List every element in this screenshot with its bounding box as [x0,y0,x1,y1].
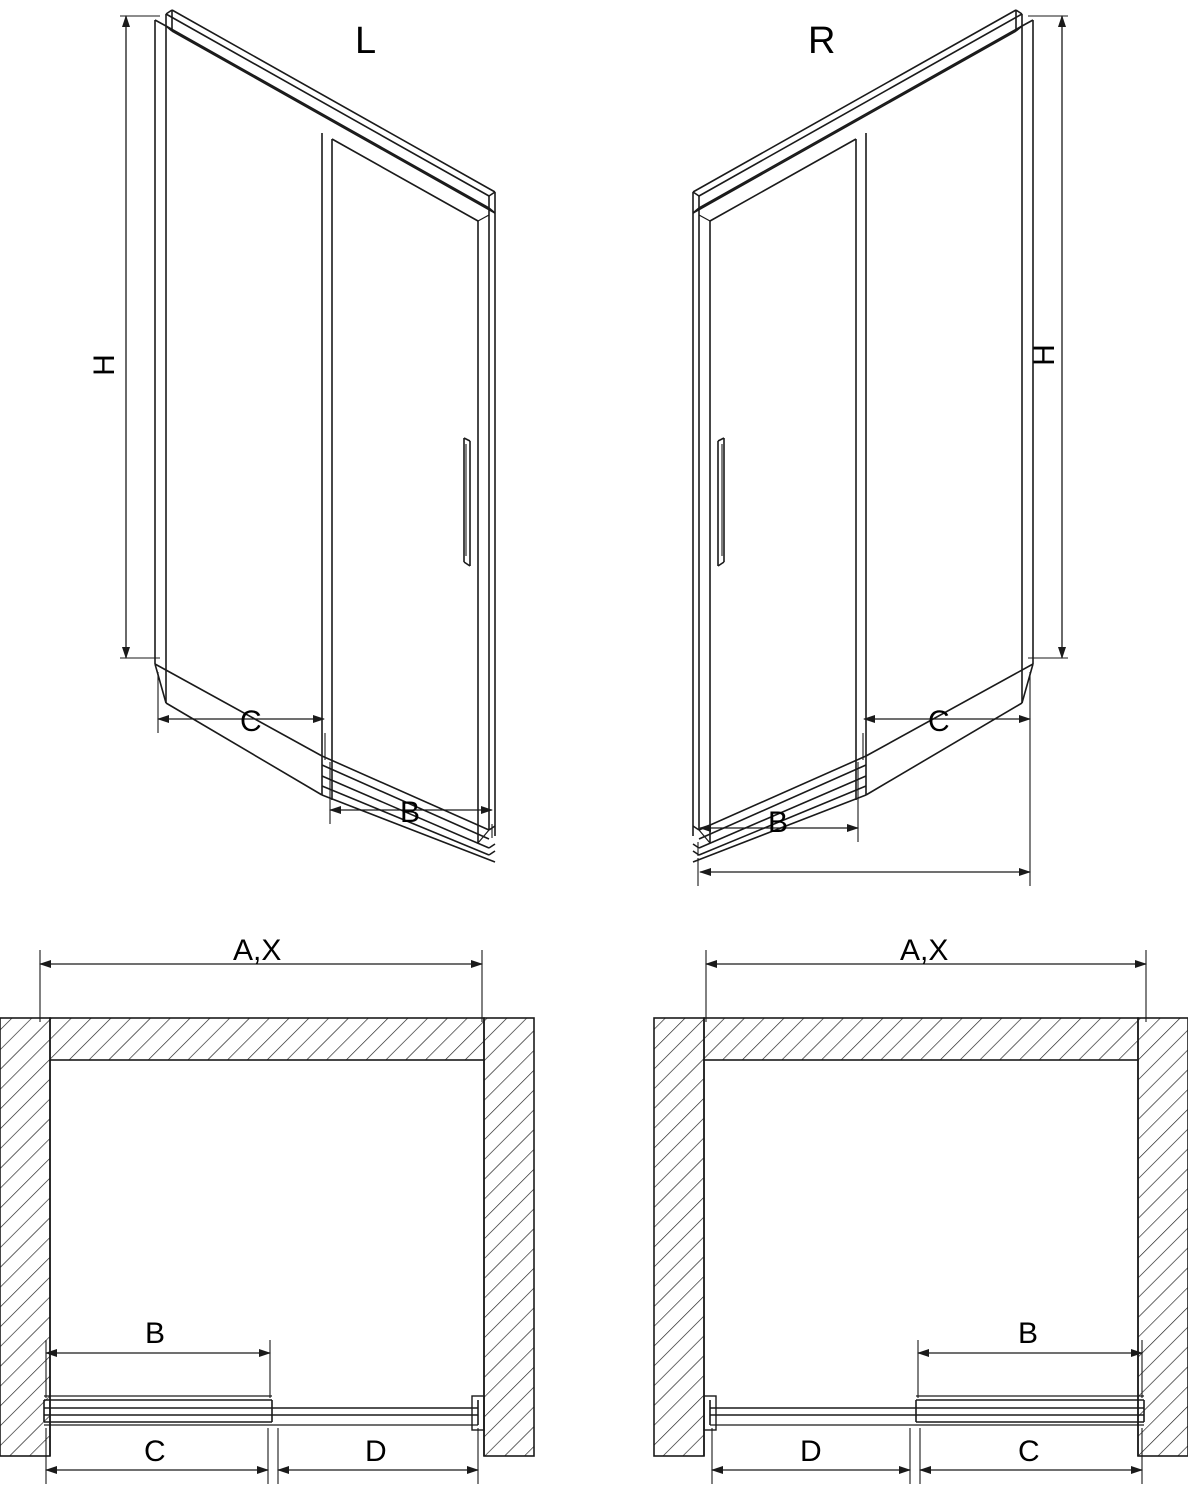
dim-ax-plan-left: A,X [233,934,282,967]
dim-d-plan-right: D [800,1435,822,1468]
variant-label-left: L [355,20,377,62]
dim-c-iso-right: C [928,705,950,738]
dim-b-iso-left: B [400,796,421,829]
dim-c-plan-right: C [1018,1435,1040,1468]
dim-b-plan-left: B [145,1317,166,1350]
dim-d-plan-left: D [365,1435,387,1468]
dim-b-iso-right: B [768,806,789,839]
dim-ax-plan-right: A,X [900,934,949,967]
dim-b-plan-right: B [1018,1317,1039,1350]
dim-c-plan-left: C [144,1435,166,1468]
plan-view-right [654,950,1188,1484]
dim-c-iso-left: C [240,705,262,738]
iso-view-right [693,10,1068,886]
variant-label-right: R [808,20,836,62]
dim-height-left: H [87,354,121,376]
plan-view-left [0,950,534,1484]
iso-view-left [120,10,495,862]
dim-height-right: H [1027,344,1061,366]
